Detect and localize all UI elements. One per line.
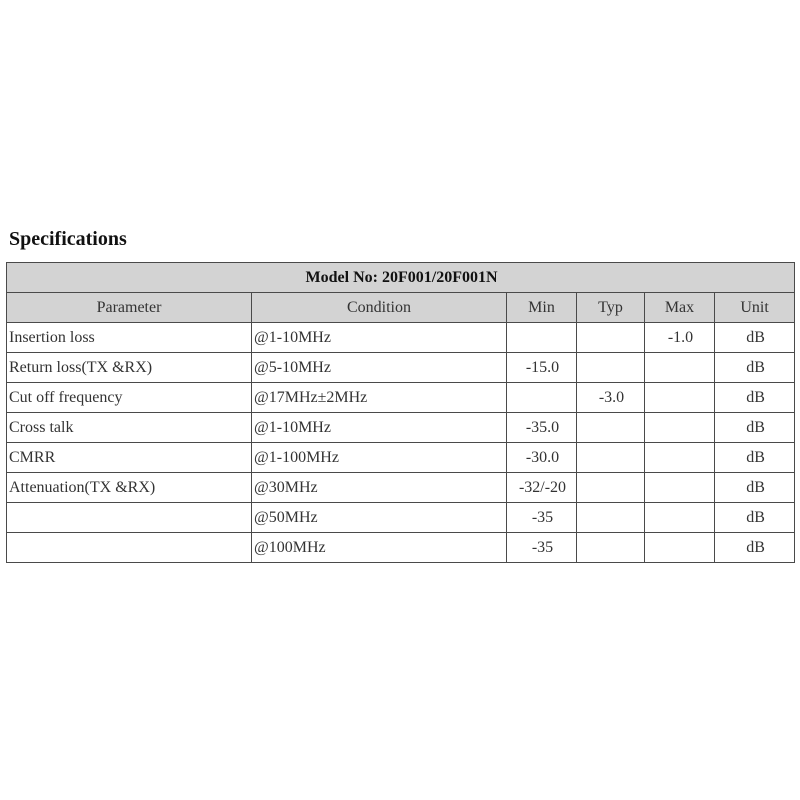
cell-condition: @1-10MHz — [252, 323, 507, 353]
cell-min — [507, 383, 577, 413]
column-header-max: Max — [645, 293, 715, 323]
cell-condition: @30MHz — [252, 473, 507, 503]
cell-condition: @100MHz — [252, 533, 507, 563]
cell-min: -35.0 — [507, 413, 577, 443]
cell-parameter: Cut off frequency — [7, 383, 252, 413]
page-title: Specifications — [9, 228, 127, 250]
cell-condition: @17MHz±2MHz — [252, 383, 507, 413]
cell-unit: dB — [715, 383, 795, 413]
cell-min: -30.0 — [507, 443, 577, 473]
table-row — [7, 473, 795, 503]
cell-max — [645, 473, 715, 503]
cell-min: -35 — [507, 503, 577, 533]
column-header-parameter: Parameter — [7, 293, 252, 323]
column-header-typ: Typ — [577, 293, 645, 323]
table-header-row — [7, 293, 795, 323]
column-header-condition: Condition — [252, 293, 507, 323]
cell-typ — [577, 533, 645, 563]
cell-typ — [577, 323, 645, 353]
column-header-min: Min — [507, 293, 577, 323]
cell-parameter — [7, 533, 252, 563]
table-row — [7, 323, 795, 353]
cell-unit: dB — [715, 443, 795, 473]
cell-max — [645, 503, 715, 533]
table-row — [7, 383, 795, 413]
cell-max — [645, 413, 715, 443]
cell-typ — [577, 473, 645, 503]
cell-min: -32/-20 — [507, 473, 577, 503]
cell-unit: dB — [715, 473, 795, 503]
cell-unit: dB — [715, 533, 795, 563]
cell-condition: @1-100MHz — [252, 443, 507, 473]
cell-parameter: Insertion loss — [7, 323, 252, 353]
cell-unit: dB — [715, 503, 795, 533]
cell-max — [645, 353, 715, 383]
cell-unit: dB — [715, 353, 795, 383]
cell-typ — [577, 413, 645, 443]
cell-typ: -3.0 — [577, 383, 645, 413]
cell-condition: @1-10MHz — [252, 413, 507, 443]
cell-min: -35 — [507, 533, 577, 563]
table-row — [7, 533, 795, 563]
cell-typ — [577, 503, 645, 533]
cell-condition: @50MHz — [252, 503, 507, 533]
cell-min: -15.0 — [507, 353, 577, 383]
cell-max — [645, 533, 715, 563]
cell-unit: dB — [715, 413, 795, 443]
cell-min — [507, 323, 577, 353]
cell-parameter: Cross talk — [7, 413, 252, 443]
cell-typ — [577, 443, 645, 473]
cell-parameter: CMRR — [7, 443, 252, 473]
cell-parameter: Return loss(TX &RX) — [7, 353, 252, 383]
cell-typ — [577, 353, 645, 383]
cell-parameter — [7, 503, 252, 533]
table-row — [7, 503, 795, 533]
table-row — [7, 353, 795, 383]
cell-max: -1.0 — [645, 323, 715, 353]
table-row — [7, 413, 795, 443]
cell-parameter: Attenuation(TX &RX) — [7, 473, 252, 503]
cell-max — [645, 443, 715, 473]
model-title: Model No: 20F001/20F001N — [7, 263, 795, 293]
cell-max — [645, 383, 715, 413]
cell-condition: @5-10MHz — [252, 353, 507, 383]
column-header-unit: Unit — [715, 293, 795, 323]
specifications-table — [6, 262, 795, 563]
cell-unit: dB — [715, 323, 795, 353]
table-row — [7, 443, 795, 473]
